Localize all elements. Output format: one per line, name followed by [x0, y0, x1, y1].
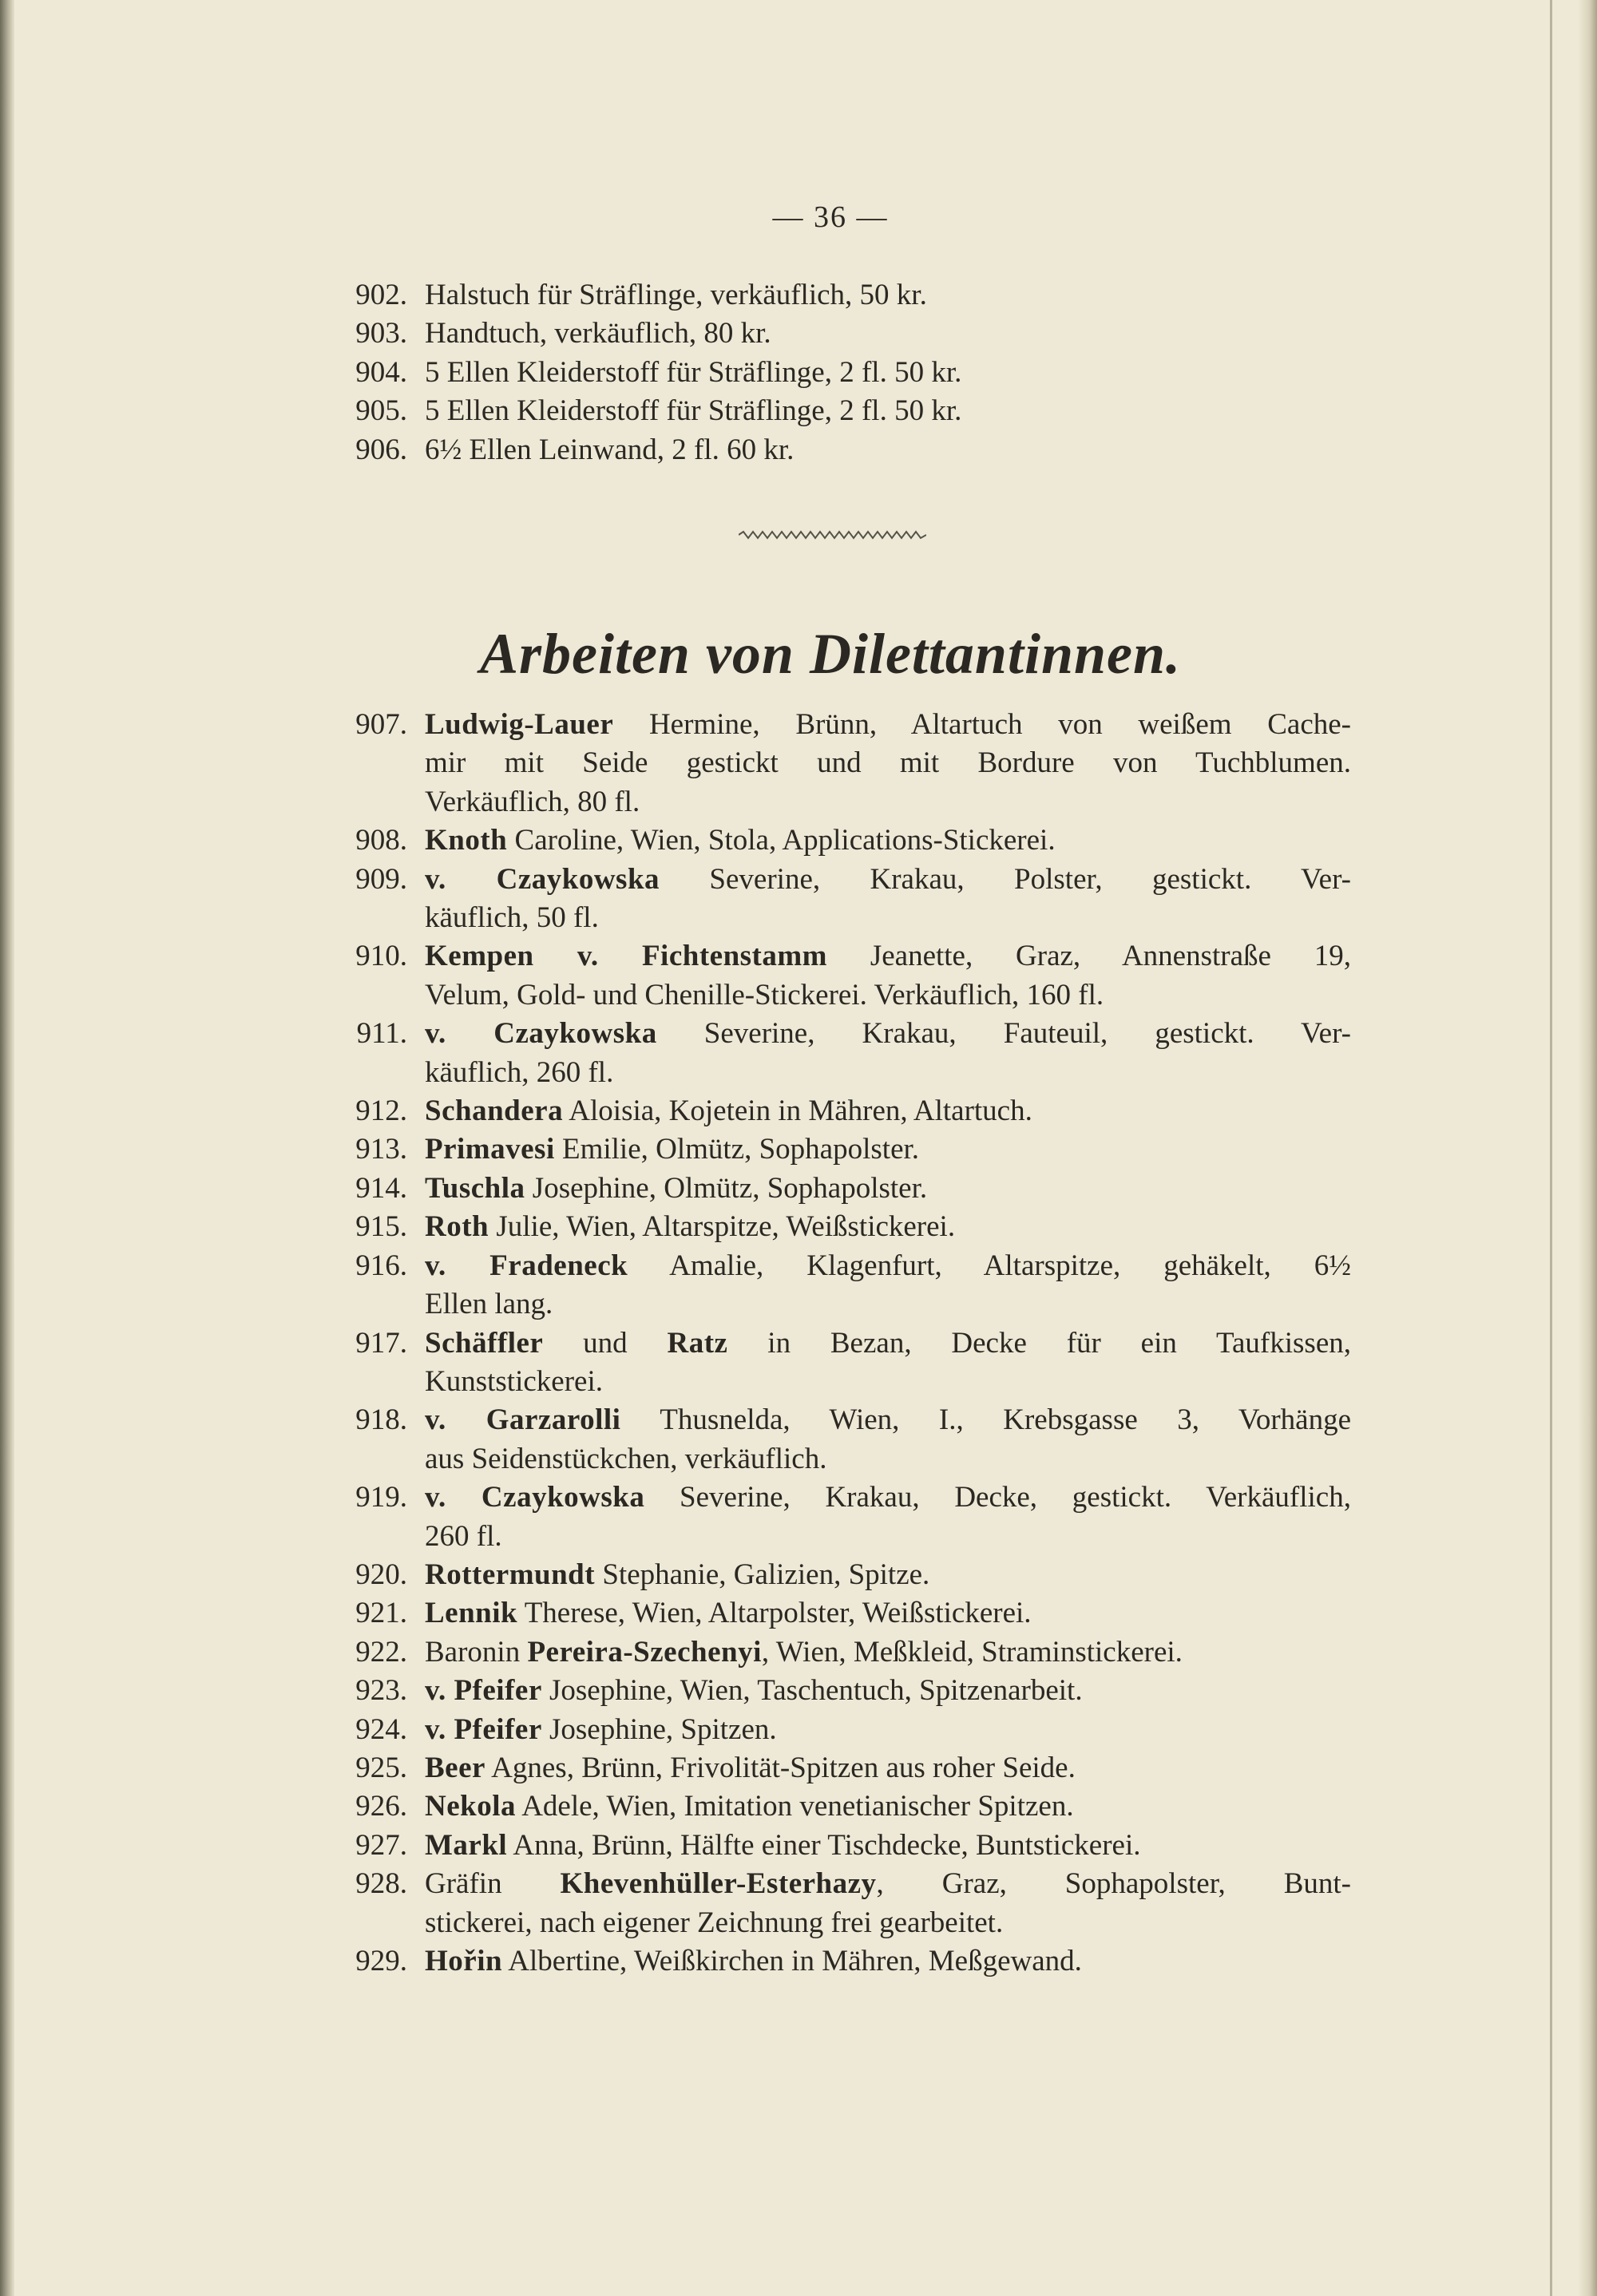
entry-line — [425, 976, 1351, 1015]
entry-text — [425, 861, 1351, 938]
entry-text — [425, 1787, 1351, 1826]
entry-line — [425, 1054, 1351, 1092]
catalog-entry — [327, 1247, 1351, 1324]
entry-description: Caroline, Wien, Stola, Applications-Stickerei. — [507, 824, 1056, 857]
entry-text — [425, 1479, 1351, 1556]
entry-description: Josephine, Wien, Taschentuch, Spitzenarbeit. — [541, 1674, 1083, 1708]
entry-text — [425, 276, 1351, 315]
entry-line — [425, 431, 1351, 469]
entry-text — [425, 1401, 1351, 1479]
entry-text — [425, 1170, 1351, 1208]
entry-text — [425, 1633, 1351, 1672]
entry-number: 913. — [355, 1133, 407, 1166]
exhibitor-name: Pereira-Szechenyi — [527, 1635, 762, 1669]
entry-description: Velum, Gold- und Chenille-Stickerei. Verkäuflich, 160 fl. — [425, 978, 1104, 1011]
exhibitor-name: Tuschla — [425, 1171, 525, 1205]
entry-line — [425, 1440, 1351, 1479]
entry-number: 914. — [355, 1171, 407, 1205]
exhibitor-name: Schäffler — [425, 1326, 544, 1360]
exhibitor-name: v. Czaykowska — [425, 862, 660, 896]
catalog-entry — [327, 1324, 1351, 1402]
exhibitor-name: Markl — [425, 1828, 508, 1862]
entry-text — [425, 1594, 1351, 1633]
entry-text — [425, 1130, 1351, 1169]
entry-description: Julie, Wien, Altarspitze, Weißstickerei. — [489, 1210, 956, 1244]
exhibitor-name: Lennik — [425, 1597, 518, 1630]
exhibitor-name: Schandera — [425, 1095, 564, 1128]
entry-number: 929. — [355, 1945, 407, 1977]
catalog-entry — [327, 1633, 1351, 1672]
entry-text — [425, 1865, 1351, 1942]
catalog-entry — [327, 1130, 1351, 1169]
entry-number: 927. — [355, 1828, 407, 1862]
entry-text — [425, 1827, 1351, 1865]
catalog-entry — [327, 1672, 1351, 1710]
catalog-entry — [327, 1942, 1351, 1981]
exhibitor-name: Nekola — [425, 1790, 516, 1823]
entry-description: in Bezan, Decke für ein Taufkissen, — [727, 1326, 1352, 1360]
page-edge-line — [1550, 0, 1552, 2296]
entry-description: 260 fl. — [425, 1519, 502, 1553]
entry-number: 902. — [355, 279, 407, 311]
entry-description: Kunststickerei. — [425, 1364, 603, 1398]
entry-line — [425, 1092, 1351, 1130]
entry-number: 912. — [355, 1095, 407, 1128]
entry-description: Josephine, Olmütz, Sophapolster. — [525, 1171, 928, 1205]
entry-line — [425, 1865, 1351, 1903]
entry-line — [425, 1015, 1351, 1053]
entry-line — [425, 861, 1351, 899]
entry-text — [425, 937, 1351, 1015]
entry-text — [425, 1324, 1351, 1402]
entry-description: und — [543, 1326, 668, 1360]
entry-line — [425, 1479, 1351, 1517]
entry-number: 925. — [355, 1751, 407, 1784]
entry-description: 5 Ellen Kleiderstoff für Sträflinge, 2 fl. 50 kr. — [425, 355, 962, 389]
entry-number: 907. — [355, 708, 407, 741]
entry-number: 921. — [355, 1597, 407, 1630]
entry-description: Agnes, Brünn, Frivolität-Spitzen aus roher Seide. — [485, 1751, 1076, 1784]
catalog-entry — [327, 937, 1351, 1015]
entry-number: 928. — [355, 1867, 407, 1901]
catalog-entry — [327, 431, 1351, 469]
catalog-entry — [327, 1170, 1351, 1208]
entry-number: 920. — [355, 1558, 407, 1591]
entry-line — [425, 899, 1351, 937]
entry-number: 918. — [355, 1403, 407, 1437]
entry-text — [425, 821, 1351, 860]
catalog-entry — [327, 861, 1351, 938]
entry-line — [425, 1556, 1351, 1594]
entry-text — [425, 1711, 1351, 1749]
entry-line — [425, 744, 1351, 782]
page-number: — 36 — — [772, 200, 889, 234]
entry-number: 910. — [355, 940, 407, 973]
entry-line — [425, 1749, 1351, 1787]
entry-line — [425, 1594, 1351, 1633]
entry-text — [425, 1672, 1351, 1710]
entry-text — [425, 1942, 1351, 1981]
entry-line — [425, 1633, 1351, 1672]
entry-number: 908. — [355, 824, 407, 857]
entry-description: Halstuch für Sträflinge, verkäuflich, 50 kr. — [425, 279, 927, 311]
entry-line — [425, 1247, 1351, 1285]
entry-list-prisoner-works — [327, 276, 1351, 469]
entry-number: 916. — [355, 1249, 407, 1282]
exhibitor-name: v. Czaykowska — [425, 1017, 657, 1051]
entry-description: Verkäuflich, 80 fl. — [425, 785, 640, 818]
entry-line — [425, 1208, 1351, 1246]
catalog-entry — [327, 1594, 1351, 1633]
exhibitor-name: Khevenhüller-Esterhazy — [560, 1867, 877, 1901]
entry-line — [425, 392, 1351, 430]
entry-number: 922. — [355, 1635, 407, 1669]
entry-description: Albertine, Weißkirchen in Mähren, Meßgewand. — [502, 1945, 1082, 1977]
entry-line — [425, 1672, 1351, 1710]
entry-line — [425, 783, 1351, 821]
entry-text — [425, 1015, 1351, 1092]
exhibitor-name: Knoth — [425, 824, 508, 857]
entry-text — [425, 431, 1351, 469]
catalog-entry — [327, 392, 1351, 430]
entry-number: 926. — [355, 1790, 407, 1823]
exhibitor-name: v. Fradeneck — [425, 1249, 628, 1282]
entry-number: 903. — [355, 317, 407, 350]
catalog-entry — [327, 315, 1351, 353]
entry-line — [425, 1363, 1351, 1401]
catalog-entry — [327, 1711, 1351, 1749]
catalog-entry — [327, 1556, 1351, 1594]
entry-number: 905. — [355, 394, 407, 428]
exhibitor-name: v. Garzarolli — [425, 1403, 621, 1437]
entry-line — [425, 276, 1351, 315]
entry-line — [425, 1904, 1351, 1942]
exhibitor-name: v. Pfeifer — [425, 1712, 542, 1746]
entry-description: Severine, Krakau, Fauteuil, gestickt. Ver- — [656, 1017, 1351, 1051]
entry-description: 5 Ellen Kleiderstoff für Sträflinge, 2 fl. 50 kr. — [425, 394, 962, 428]
entry-line — [425, 706, 1351, 744]
section-heading: Arbeiten von Dilettantinnen. — [479, 622, 1182, 686]
entry-line — [425, 1942, 1351, 1981]
entry-description: Aloisia, Kojetein in Mähren, Altartuch. — [563, 1095, 1032, 1128]
entry-description: Stephanie, Galizien, Spitze. — [595, 1558, 930, 1591]
catalog-entry — [327, 1015, 1351, 1092]
catalog-entry — [327, 706, 1351, 821]
entry-description: Therese, Wien, Altarpolster, Weißstickerei. — [517, 1597, 1032, 1630]
entry-text — [425, 706, 1351, 821]
entry-text — [425, 315, 1351, 353]
entry-line — [425, 821, 1351, 860]
entry-text — [425, 1208, 1351, 1246]
entry-list-dilettantes — [327, 706, 1351, 1981]
exhibitor-name: Kempen v. Fichtenstamm — [425, 940, 828, 973]
entry-description: Josephine, Spitzen. — [541, 1712, 777, 1746]
catalog-entry — [327, 1749, 1351, 1787]
entry-line — [425, 1324, 1351, 1363]
entry-description: Emilie, Olmütz, Sophapolster. — [554, 1133, 920, 1166]
entry-description: Handtuch, verkäuflich, 80 kr. — [425, 317, 771, 350]
entry-line — [425, 1170, 1351, 1208]
entry-description: Jeanette, Graz, Annenstraße 19, — [827, 940, 1352, 973]
page-right-edge — [1578, 0, 1597, 2296]
entry-text — [425, 1247, 1351, 1324]
entry-text — [425, 1556, 1351, 1594]
entry-line — [425, 354, 1351, 392]
exhibitor-name: Ratz — [667, 1326, 728, 1360]
entry-line — [425, 1518, 1351, 1556]
catalog-entry — [327, 1401, 1351, 1479]
catalog-entry — [327, 354, 1351, 392]
exhibitor-name: v. Czaykowska — [425, 1481, 645, 1514]
entry-description: Adele, Wien, Imitation venetianischer Spitzen. — [516, 1790, 1074, 1823]
entry-description: Ellen lang. — [425, 1288, 553, 1321]
section-divider-ornament — [739, 528, 926, 541]
entry-description: Thusnelda, Wien, I., Krebsgasse 3, Vorhänge — [620, 1403, 1351, 1437]
entry-number: 906. — [355, 433, 407, 466]
exhibitor-name: Beer — [425, 1751, 485, 1784]
entry-number: 909. — [355, 862, 407, 896]
entry-line — [425, 1285, 1351, 1324]
entry-description: Amalie, Klagenfurt, Altarspitze, gehäkelt, 6½ — [628, 1249, 1351, 1282]
catalog-entry — [327, 1827, 1351, 1865]
entry-text — [425, 1092, 1351, 1130]
entry-line — [425, 1130, 1351, 1169]
entry-number: 917. — [355, 1326, 407, 1360]
entry-description: Hermine, Brünn, Altartuch von weißem Cache- — [613, 708, 1351, 741]
entry-number: 923. — [355, 1674, 407, 1708]
catalog-entry — [327, 1479, 1351, 1556]
entry-number: 904. — [355, 355, 407, 389]
entry-line — [425, 937, 1351, 976]
exhibitor-name: Hořin — [425, 1945, 503, 1977]
catalog-entry — [327, 821, 1351, 860]
exhibitor-name: Ludwig-Lauer — [425, 708, 614, 741]
entry-description: Baronin — [425, 1635, 528, 1669]
entry-line — [425, 1401, 1351, 1439]
exhibitor-name: Primavesi — [425, 1133, 555, 1166]
entry-text — [425, 1749, 1351, 1787]
entry-number: 919. — [355, 1481, 407, 1514]
entry-description: 6½ Ellen Leinwand, 2 fl. 60 kr. — [425, 433, 795, 466]
entry-number: 915. — [355, 1210, 407, 1244]
entry-line — [425, 1827, 1351, 1865]
entry-line — [425, 1787, 1351, 1826]
exhibitor-name: Roth — [425, 1210, 489, 1244]
entry-description: Severine, Krakau, Decke, gestickt. Verkäuflich, — [644, 1481, 1351, 1514]
entry-description: käuflich, 260 fl. — [425, 1055, 614, 1089]
catalog-entry — [327, 276, 1351, 315]
entry-description: Anna, Brünn, Hälfte einer Tischdecke, Buntstickerei. — [507, 1828, 1141, 1862]
entry-description: Severine, Krakau, Polster, gestickt. Ver- — [660, 862, 1351, 896]
exhibitor-name: v. Pfeifer — [425, 1674, 542, 1708]
entry-number: 911. — [356, 1017, 407, 1051]
entry-description: , Graz, Sophapolster, Bunt- — [876, 1867, 1351, 1901]
entry-description: stickerei, nach eigener Zeichnung frei gearbeitet. — [425, 1906, 1004, 1939]
entry-text — [425, 354, 1351, 392]
catalog-entry — [327, 1208, 1351, 1246]
entry-description: aus Seidenstückchen, verkäuflich. — [425, 1442, 827, 1475]
entry-description: , Wien, Meßkleid, Straminstickerei. — [761, 1635, 1183, 1669]
entry-number: 924. — [355, 1712, 407, 1746]
exhibitor-name: Rottermundt — [425, 1558, 596, 1591]
catalog-entry — [327, 1092, 1351, 1130]
entry-description: Gräfin — [425, 1867, 561, 1901]
entry-description: mir mit Seide gestickt und mit Bordure von Tuchblumen. — [425, 746, 1351, 780]
catalog-entry — [327, 1865, 1351, 1942]
entry-line — [425, 315, 1351, 353]
book-binding-edge — [0, 0, 14, 2296]
entry-text — [425, 392, 1351, 430]
entry-line — [425, 1711, 1351, 1749]
entry-description: käuflich, 50 fl. — [425, 901, 599, 935]
catalog-entry — [327, 1787, 1351, 1826]
